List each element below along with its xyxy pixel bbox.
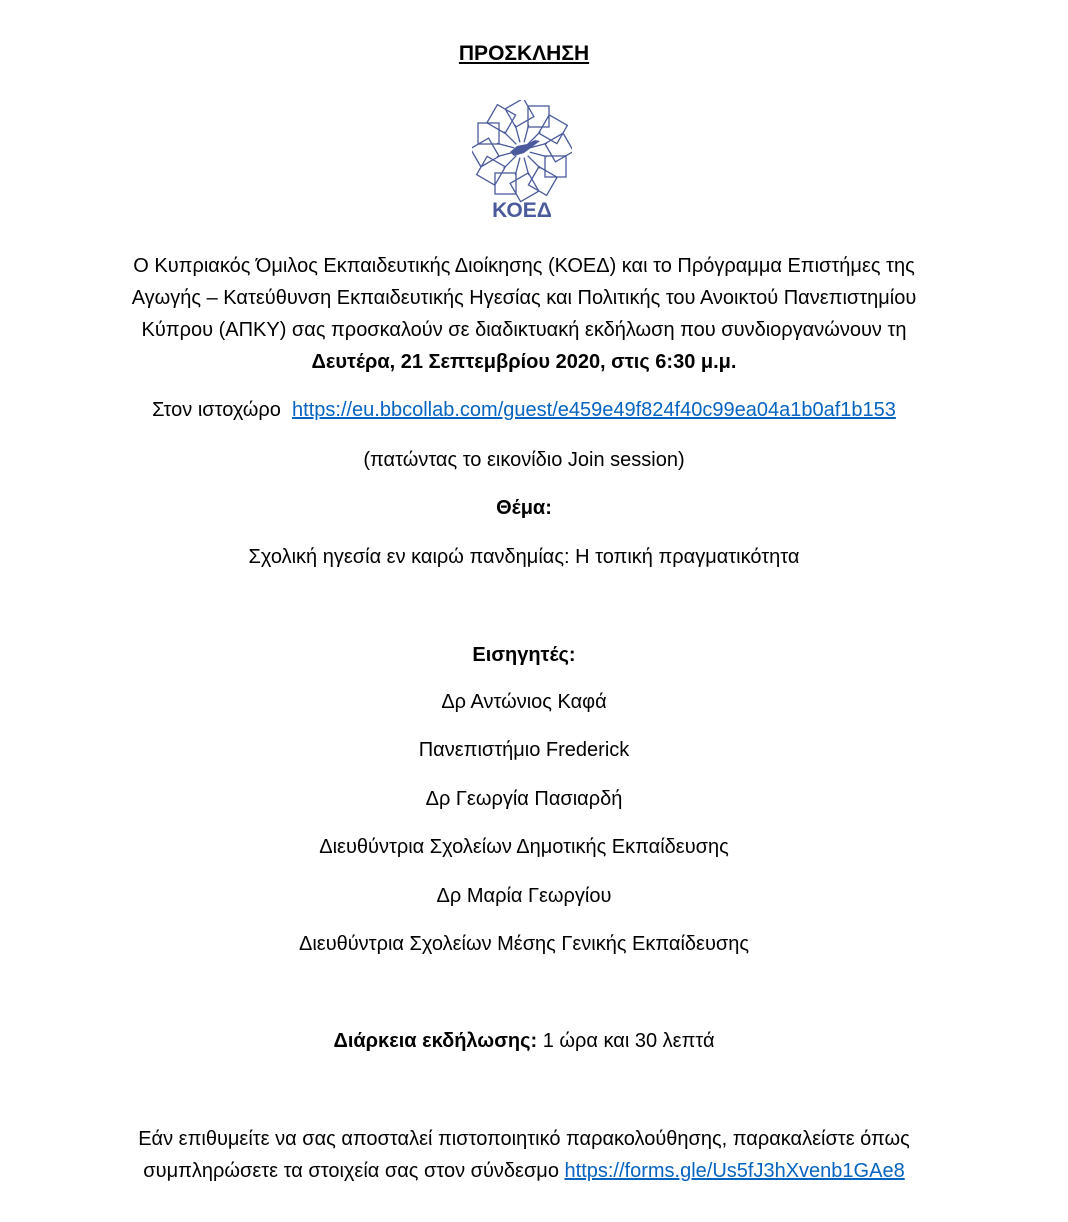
- emblem-ray: [524, 158, 529, 175]
- emblem-ray: [515, 158, 520, 175]
- speaker-name: Δρ Γεωργία Πασιαρδή: [425, 788, 623, 810]
- koed-emblem-cyprus-icon: [472, 100, 572, 222]
- emblem-ray: [530, 152, 547, 157]
- speaker-affiliation: Διευθύντρια Σχολείων Δημοτικής Εκπαίδευσης: [319, 836, 729, 858]
- emblem-square: [510, 173, 539, 202]
- duration-value: 1 ώρα και 30 λεπτά: [542, 1030, 715, 1052]
- emblem-square: [505, 100, 534, 127]
- certificate-line-1: Εάν επιθυμείτε να σας αποσταλεί πιστοποιητικό παρακολούθησης, παρακαλείστε όπως: [138, 1128, 910, 1150]
- venue-label: Στον ιστοχώρο: [152, 399, 281, 421]
- emblem-square: [545, 156, 566, 177]
- venue-note: (πατώντας το εικονίδιο Join session): [363, 449, 685, 471]
- speaker-name: Δρ Μαρία Γεωργίου: [436, 885, 612, 907]
- event-date: Δευτέρα, 21 Σεπτεμβρίου 2020, στις 6:30 μ.μ.: [311, 351, 737, 373]
- certificate-line-2: [0, 1159, 1048, 1183]
- topic-heading: Θέμα:: [496, 497, 552, 519]
- emblem-ray: [515, 125, 520, 142]
- certificate-form-link[interactable]: https://forms.gle/Us5fJ3hXvenb1GAe8: [564, 1160, 905, 1182]
- venue-link[interactable]: https://eu.bbcollab.com/guest/e459e49f824f40c99ea04a1b0af1b153: [292, 399, 896, 421]
- duration-line: [0, 1029, 1048, 1053]
- logo-text: ΚΟΕΔ: [492, 199, 552, 222]
- speaker-affiliation: Πανεπιστήμιο Frederick: [418, 739, 630, 761]
- certificate-prefix: συμπληρώσετε τα στοιχεία σας στον σύνδεσμο: [143, 1160, 559, 1182]
- emblem-ray: [497, 143, 514, 148]
- emblem-ray: [504, 132, 517, 145]
- intro-line-1: Ο Κυπριακός Όμιλος Εκπαιδευτικής Διοίκησης (ΚΟΕΔ) και το Πρόγραμμα Επιστήμες της: [133, 255, 915, 277]
- page-title: ΠΡΟΣΚΛΗΣΗ: [458, 42, 590, 65]
- emblem-square: [472, 138, 499, 167]
- emblem-square: [528, 106, 549, 127]
- topic-text: Σχολική ηγεσία εν καιρώ πανδημίας: Η τοπική πραγματικότητα: [248, 546, 800, 568]
- venue-line: [0, 398, 1048, 422]
- emblem-square: [545, 133, 572, 162]
- emblem-square: [495, 173, 516, 194]
- duration-label: Διάρκεια εκδήλωσης:: [333, 1030, 538, 1052]
- emblem-ray: [524, 125, 529, 142]
- speakers-heading: Εισηγητές:: [472, 644, 576, 666]
- speaker-affiliation: Διευθύντρια Σχολείων Μέσης Γενικής Εκπαίδευσης: [298, 933, 750, 955]
- intro-line-2: Αγωγής – Κατεύθυνση Εκπαιδευτικής Ηγεσίας και Πολιτικής του Ανοικτού Πανεπιστημίου: [131, 287, 917, 309]
- intro-line-3: Κύπρου (ΑΠΚΥ) σας προσκαλούν σε διαδικτυακή εκδήλωση που συνδιοργανώνουν τη: [141, 319, 907, 341]
- emblem-ray: [504, 156, 517, 169]
- emblem-ray: [528, 156, 541, 169]
- koed-logo: [472, 100, 572, 222]
- emblem-square: [478, 123, 499, 144]
- speaker-name: Δρ Αντώνιος Καφά: [441, 691, 607, 713]
